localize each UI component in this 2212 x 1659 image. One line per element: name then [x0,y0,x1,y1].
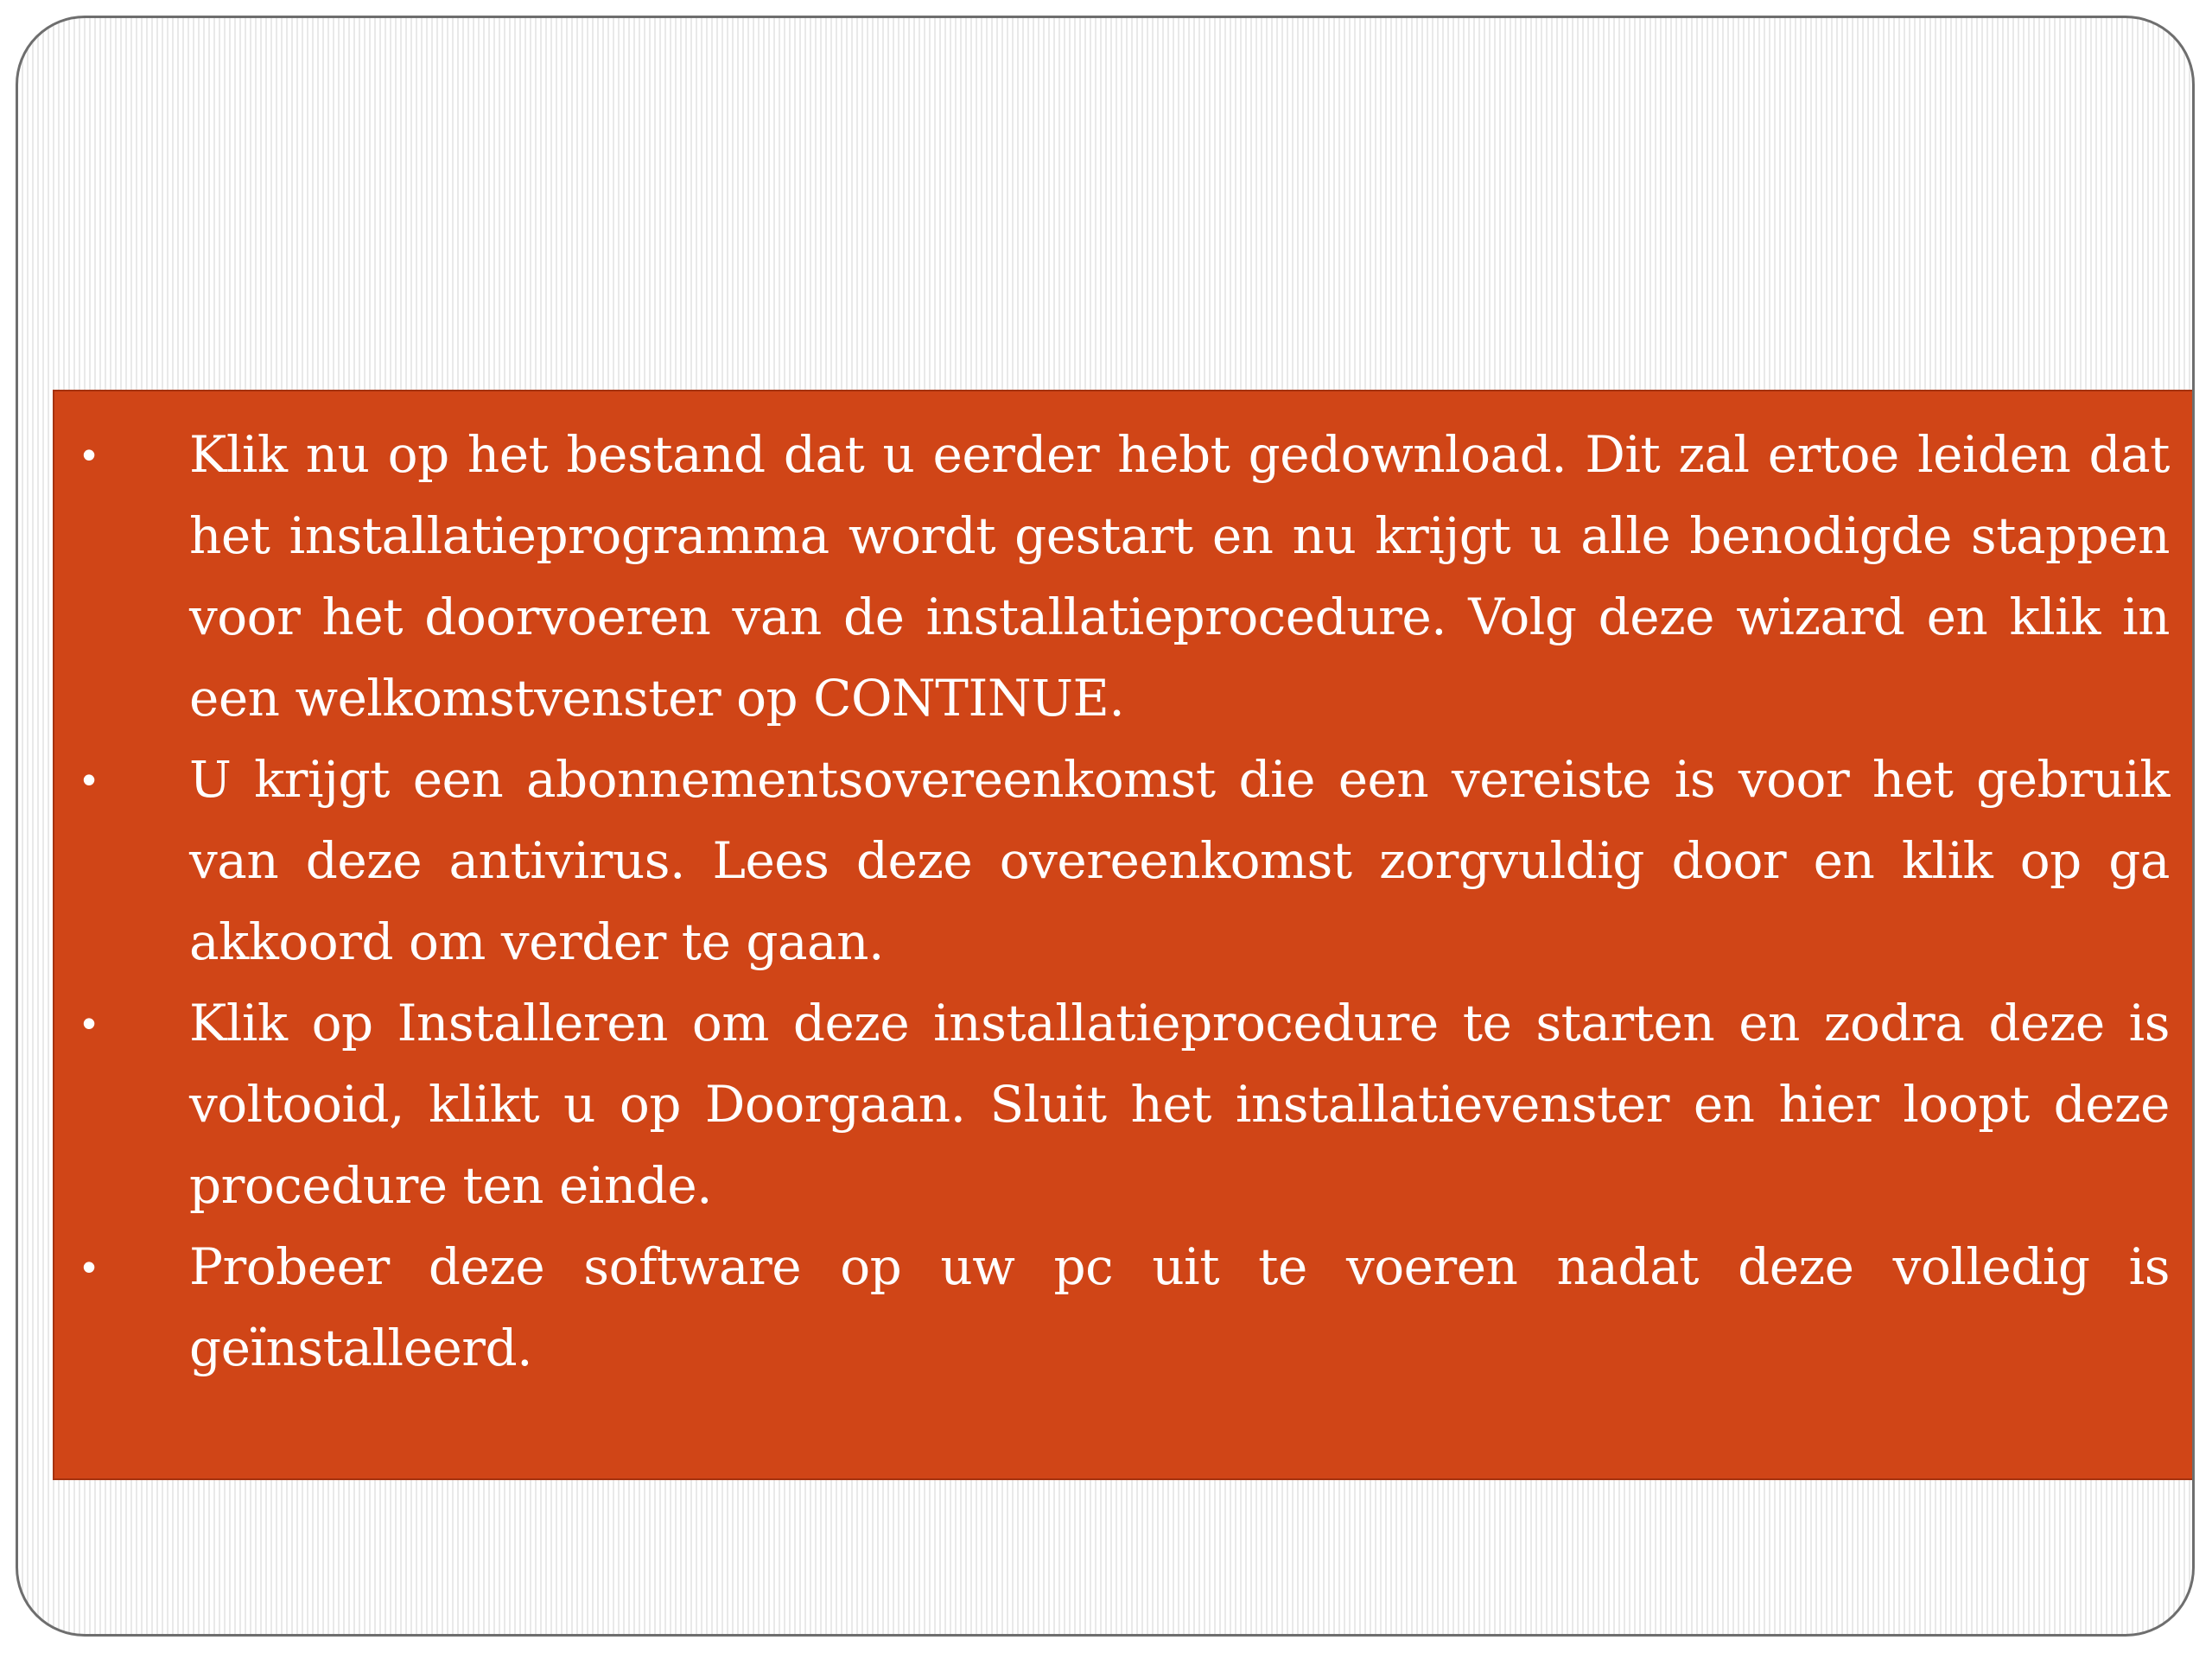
bullet-text: Klik op Installeren om deze installatieprocedure te starten en zodra deze is voltooid, klikt u op Doorgaan. Sluit het installatievenster en hier loopt deze procedure ten einde. [189,994,2170,1215]
bullet-icon: • [82,757,97,802]
list-item [79,739,2170,982]
bullet-icon: • [82,1244,97,1289]
bullet-list [79,414,2170,1389]
bullet-text: U krijgt een abonnementsovereenkomst die een vereiste is voor het gebruik van deze antivirus. Lees deze overeenkomst zorgvuldig door en klik op ga akkoord om verder te gaan. [189,750,2170,971]
list-item [79,982,2170,1226]
bullet-icon: • [82,432,97,477]
bullet-text: Klik nu op het bestand dat u eerder hebt gedownload. Dit zal ertoe leiden dat het installatieprogramma wordt gestart en nu krijgt u alle benodigde stappen voor het doorvoeren van de installatieprocedure. Volg deze wizard en klik in een welkomstvenster op CONTINUE. [189,425,2170,728]
content-box [53,390,2195,1480]
slide-frame [16,16,2195,1637]
bullet-text: Probeer deze software op uw pc uit te voeren nadat deze volledig is geïnstalleerd. [189,1237,2170,1377]
list-item [79,414,2170,739]
list-item [79,1226,2170,1389]
bullet-icon: • [82,1001,97,1046]
